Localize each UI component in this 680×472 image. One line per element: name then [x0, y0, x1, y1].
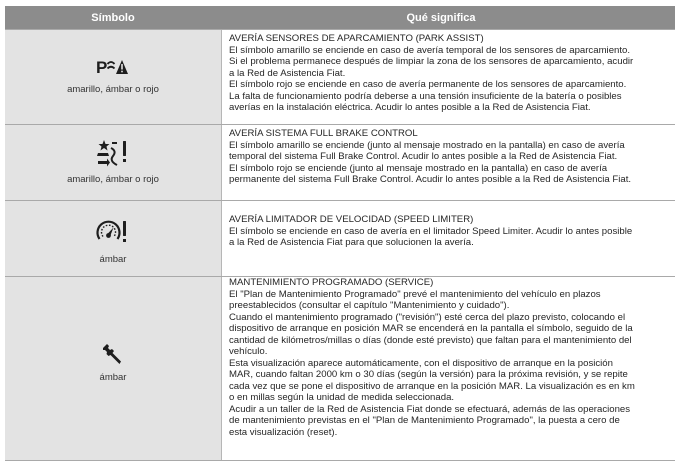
description-title: AVERÍA LIMITADOR DE VELOCIDAD (SPEED LIMITER)	[229, 214, 474, 225]
symbol-color-caption: amarillo, ámbar o rojo	[67, 174, 159, 185]
symbol-cell	[5, 30, 222, 124]
description-cell	[222, 277, 675, 460]
description-cell	[222, 30, 675, 124]
description-line: averías en la instalación eléctrica. Acudir lo antes posible a la Red de Asistencia Fiat.	[229, 102, 591, 113]
table-row	[5, 124, 675, 200]
description-line: a la Red de Asistencia Fiat.	[229, 67, 346, 79]
description-cell	[222, 201, 675, 276]
description-title: AVERÍA SISTEMA FULL BRAKE CONTROL	[229, 128, 418, 139]
description-cell	[222, 125, 675, 200]
table-row	[5, 200, 675, 276]
header-meaning: Qué significa	[406, 11, 476, 24]
description-title: AVERÍA SENSORES DE APARCAMIENTO (PARK ASSIST)	[229, 33, 484, 44]
symbol-color-caption: ámbar	[99, 372, 127, 383]
description-line: cada vez que se pone el dispositivo de arranque en la posición MAR. La visualización es en km	[229, 380, 635, 392]
symbol-cell	[5, 125, 222, 200]
description-line: permanente del sistema Full Brake Control. Acudir lo antes posible a la Red de Asistencia Fiat.	[229, 174, 632, 185]
description-line: a la Red de Asistencia Fiat para que solucionen la avería.	[229, 237, 474, 248]
description-line: El símbolo rojo se enciende en caso de avería permanente de los sensores de aparcamiento.	[229, 79, 627, 90]
description-line: El símbolo rojo se enciende (junto al mensaje mostrado en la pantalla) en caso de avería	[229, 162, 608, 174]
speed-limiter-warning-icon	[5, 219, 221, 247]
table-bottom-rule	[5, 460, 675, 461]
description-line: o en millas según la unidad de medida seleccionada.	[229, 392, 455, 403]
header-symbol: Símbolo	[91, 11, 135, 24]
symbol-cell	[5, 201, 222, 276]
description-line: La falta de funcionamiento podría deberse a una tensión insuficiente de la batería o posibles	[229, 90, 622, 102]
park-assist-warning-icon	[5, 57, 221, 77]
description-line: preestablecidos (consultar el capítulo "Mantenimiento y cuidado").	[229, 300, 510, 311]
description-line: El símbolo amarillo se enciende en caso de avería temporal de los sensores de aparcamiento.	[229, 44, 631, 56]
symbol-color-caption: amarillo, ámbar o rojo	[67, 84, 159, 95]
table-header	[5, 6, 675, 29]
wrench-icon	[5, 343, 221, 365]
symbol-cell	[5, 277, 222, 460]
table-row	[5, 276, 675, 460]
description-line: Acudir a un taller de la Red de Asistencia Fiat donde se efectuará, además de las operaciones	[229, 403, 631, 415]
description-line: Esta visualización aparece automáticamente, con el dispositivo de arranque en la posición	[229, 357, 613, 369]
description-line: MAR, cuando faltan 2000 km o 30 días (según la versión) para la próxima revisión, y se repite	[229, 369, 628, 380]
svg-text:P: P	[96, 58, 108, 77]
description-line: El "Plan de Mantenimiento Programado" prevé el mantenimiento del vehículo en plazos	[229, 288, 601, 300]
description-line: dispositivo de arranque en posición MAR se encenderá en la pantalla el símbolo, seguido de la	[229, 323, 633, 334]
description-line: Si el problema permanece después de limpiar la zona de los sensores de aparcamiento, acudir	[229, 56, 634, 67]
description-line: esta visualización (reset).	[229, 426, 338, 438]
description-line: de mantenimiento previstas en el "Plan de Mantenimiento Programado", la puesta a cero de	[229, 415, 620, 426]
full-brake-control-warning-icon	[5, 139, 221, 169]
table-row	[5, 29, 675, 124]
symbol-table	[5, 6, 675, 461]
description-title: MANTENIMIENTO PROGRAMADO (SERVICE)	[229, 277, 434, 288]
description-line: Cuando el mantenimiento programado ("revisión") esté cerca del plazo previsto, colocando el	[229, 311, 626, 323]
symbol-color-caption: ámbar	[99, 254, 127, 265]
description-line: El símbolo amarillo se enciende (junto al mensaje mostrado en la pantalla) en caso de avería	[229, 139, 625, 151]
description-line: vehículo.	[229, 346, 268, 357]
description-line: El símbolo se enciende en caso de avería en el limitador Speed Limiter. Acudir lo antes posible	[229, 225, 633, 237]
description-line: cantidad de kilómetros/millas o días (donde esté previsto) que faltan para el mantenimiento del	[229, 334, 632, 346]
description-line: temporal del sistema Full Brake Control. Acudir lo antes posible a la Red de Asistencia Fiat.	[229, 151, 618, 162]
